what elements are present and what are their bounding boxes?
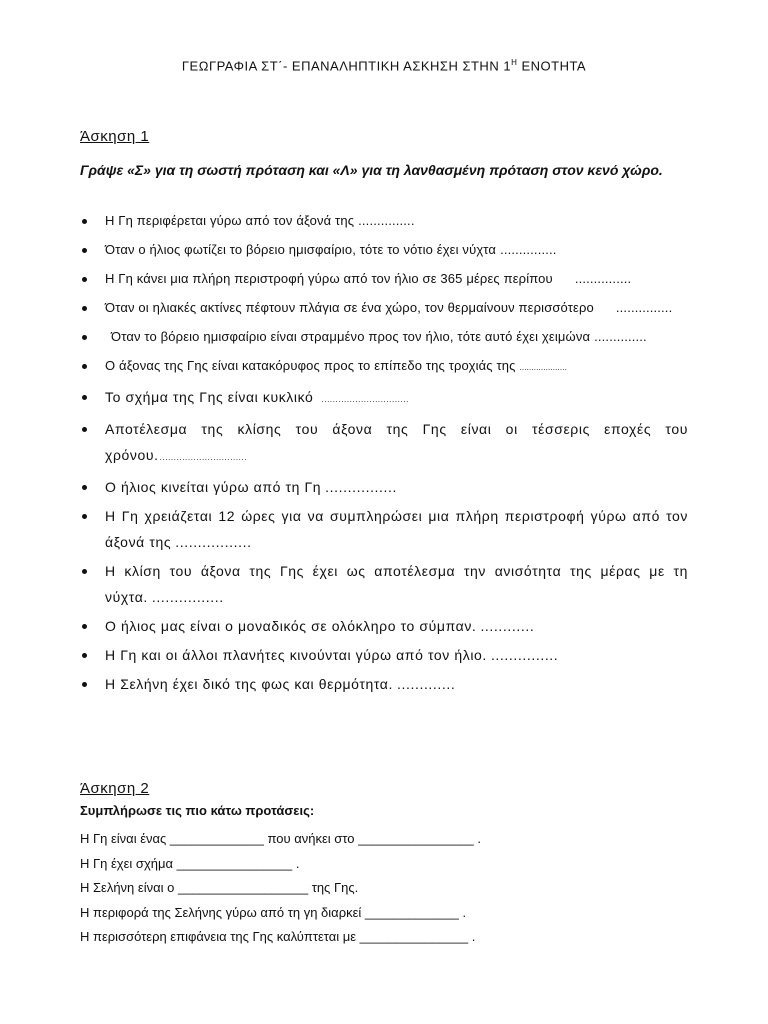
answer-blank[interactable]: ............ xyxy=(480,618,535,634)
item-text: Όταν το βόρειο ημισφαίριο είναι στραμμένο προς τον ήλιο, τότε αυτό έχει χειμώνα xyxy=(111,329,591,344)
list-item xyxy=(80,266,688,292)
list-item xyxy=(80,642,688,668)
list-item xyxy=(80,324,688,350)
answer-blank[interactable]: .............. xyxy=(594,329,647,344)
bullet-icon xyxy=(82,427,87,432)
bullet-icon xyxy=(82,653,87,658)
item-text: Η Γη κάνει μια πλήρη περιστροφή γύρω από τον ήλιο σε 365 μέρες περίπου xyxy=(105,271,553,286)
bullet-icon xyxy=(82,514,87,519)
answer-blank[interactable]: ............. xyxy=(397,676,456,692)
fill-line[interactable]: Η Σελήνη είναι ο __________________ της Γης. xyxy=(80,880,359,895)
item-text: Ο άξονας της Γης είναι κατακόρυφος προς το επίπεδο της τροχιάς της xyxy=(105,358,516,373)
fill-line[interactable]: Η Γη είναι ένας _____________ που ανήκει στο ________________ . xyxy=(80,831,481,846)
list-item xyxy=(80,474,688,500)
answer-blank[interactable]: ................. xyxy=(175,534,252,550)
item-text: Ο ήλιος κινείται γύρω από τη Γη xyxy=(105,479,322,495)
exercise-1-heading: Άσκηση 1 xyxy=(80,128,150,145)
item-text: Όταν οι ηλιακές ακτίνες πέφτουν πλάγια σε ένα χώρο, τον θερμαίνουν περισσότερο xyxy=(105,300,594,315)
bullet-icon xyxy=(82,569,87,574)
fill-in-list xyxy=(80,827,700,950)
item-text: Το σχήμα της Γης είναι κυκλικό xyxy=(105,389,314,405)
answer-blank[interactable]: ............... xyxy=(358,213,415,228)
list-item xyxy=(80,671,688,697)
item-text: Η Γη χρειάζεται 12 ώρες για να συμπληρώσει μια πλήρη περιστροφή γύρω από τον άξονά της xyxy=(105,508,688,550)
answer-blank[interactable]: ............... xyxy=(500,242,557,257)
exercise-1-instruction: Γράψε «Σ» για τη σωστή πρόταση και «Λ» για τη λανθασμένη πρόταση στον κενό χώρο. xyxy=(80,162,663,178)
answer-blank[interactable]: ............................... xyxy=(321,395,409,404)
title-text: ΓΕΩΓΡΑΦΙΑ ΣΤ΄- ΕΠΑΝΑΛΗΠΤΙΚΗ ΑΣΚΗΣΗ ΣΤΗΝ 1 xyxy=(181,58,512,74)
answer-blank[interactable]: ............................... xyxy=(159,453,248,462)
answer-blank[interactable]: ............... xyxy=(490,647,559,663)
bullet-icon xyxy=(82,485,87,490)
answer-blank[interactable]: ............... xyxy=(615,300,673,315)
bullet-icon xyxy=(82,219,87,224)
title-superscript: Η xyxy=(511,58,518,67)
item-text: Η κλίση του άξονα της Γης έχει ως αποτέλεσμα την ανισότητα της μέρας με τη νύχτα. xyxy=(105,563,688,605)
list-item xyxy=(80,208,688,234)
bullet-icon xyxy=(82,682,87,687)
item-text: Αποτέλεσμα της κλίσης του άξονα της Γης είναι οι τέσσερις εποχές του χρόνου. xyxy=(105,421,688,463)
list-item xyxy=(80,503,688,555)
worksheet-title xyxy=(0,58,768,73)
item-text: Όταν ο ήλιος φωτίζει το βόρειο ημισφαίριο, τότε το νότιο έχει νύχτα xyxy=(105,242,497,257)
item-text: Η Γη περιφέρεται γύρω από τον άξονά της xyxy=(105,213,355,228)
bullet-icon xyxy=(82,335,87,340)
list-item xyxy=(80,237,688,263)
list-item xyxy=(80,384,688,413)
fill-line[interactable]: Η Γη έχει σχήμα ________________ . xyxy=(80,855,300,871)
title-tail: ΕΝΟΤΗΤΑ xyxy=(517,58,587,74)
answer-blank[interactable]: ................ xyxy=(325,479,398,495)
list-item xyxy=(80,295,688,321)
answer-blank[interactable]: .................... xyxy=(519,363,567,372)
bullet-icon xyxy=(82,364,87,369)
list-item xyxy=(80,416,688,471)
list-item xyxy=(80,353,688,381)
bullet-icon xyxy=(82,395,87,400)
exercise-2-heading: Άσκηση 2 xyxy=(80,780,150,797)
item-text: Η Γη και οι άλλοι πλανήτες κινούνται γύρω από τον ήλιο. xyxy=(105,647,487,663)
answer-blank[interactable]: ............... xyxy=(574,271,632,286)
list-item xyxy=(80,613,688,639)
fill-line[interactable]: Η περισσότερη επιφάνεια της Γης καλύπτεται με _______________ . xyxy=(80,929,476,944)
bullet-icon xyxy=(82,306,87,311)
item-text: Ο ήλιος μας είναι ο μοναδικός σε ολόκληρο το σύμπαν. xyxy=(105,618,477,634)
bullet-icon xyxy=(82,248,87,253)
item-text: Η Σελήνη έχει δικό της φως και θερμότητα. xyxy=(105,676,393,692)
bullet-icon xyxy=(82,624,87,629)
exercise-2-instruction: Συμπλήρωσε τις πιο κάτω προτάσεις: xyxy=(80,803,315,818)
list-item xyxy=(80,558,688,610)
true-false-list xyxy=(80,208,688,700)
fill-line[interactable]: Η περιφορά της Σελήνης γύρω από τη γη διαρκεί _____________ . xyxy=(80,904,467,920)
bullet-icon xyxy=(82,277,87,282)
answer-blank[interactable]: ................ xyxy=(151,589,224,605)
